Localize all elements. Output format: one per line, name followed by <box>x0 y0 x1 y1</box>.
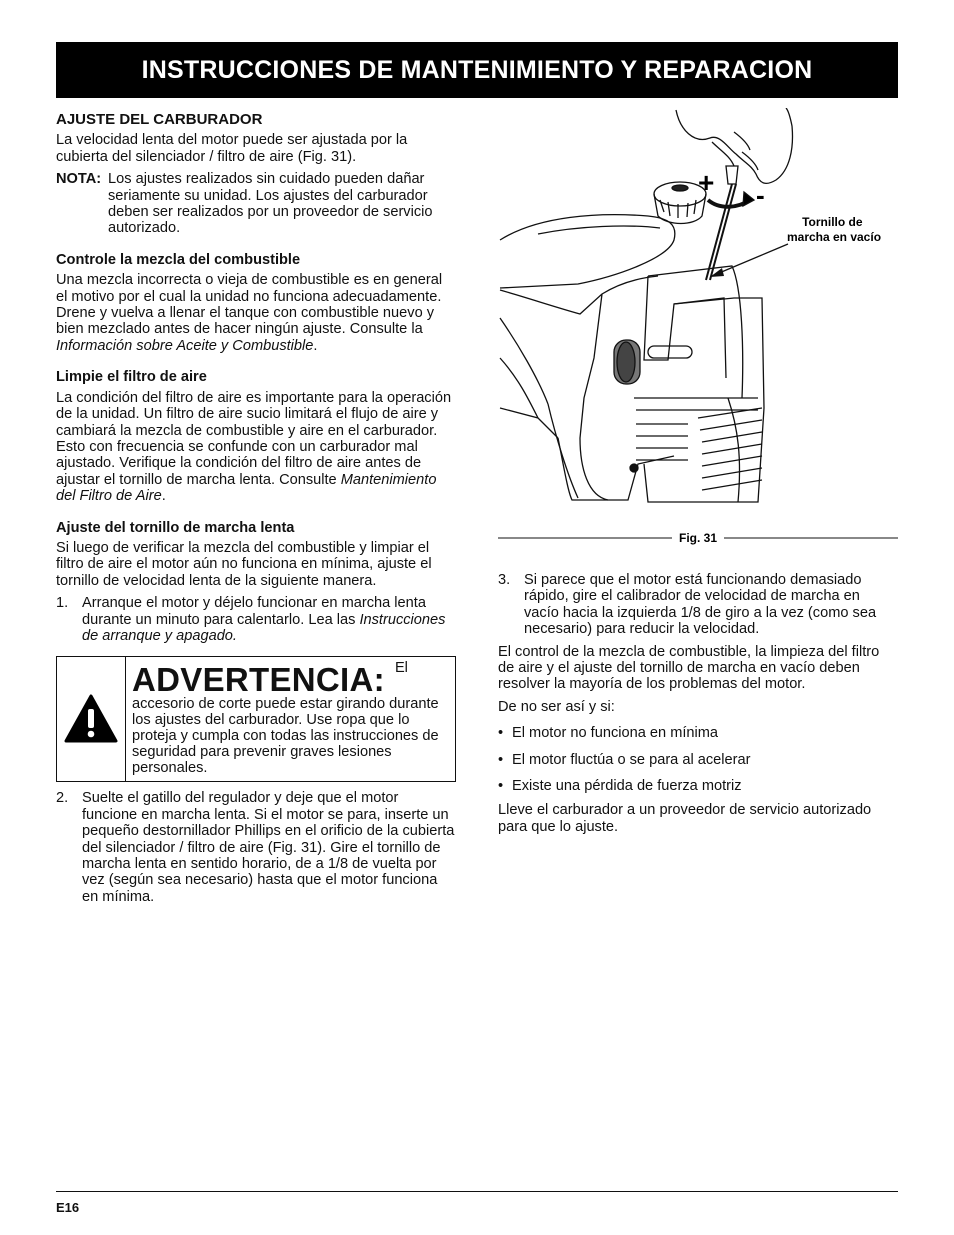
left-column <box>56 112 456 911</box>
air-filter-paragraph: La condición del filtro de aire es importante para la operación de la unidad. Un filtro de aire sucio limitará el flujo de aire y cambiará la mezcla de combustible y aire en el carburador. Esto con frecuencia se confunde con un carburador mal ajustado. Verifique la condición del filtro de aire antes de ajustar el tornillo de marcha lenta. Consulte Mantenimiento del Filtro de Aire. <box>56 389 452 505</box>
note-label: NOTA: <box>56 171 102 188</box>
warning-text: El accesorio de corte puede estar girando durante los ajustes del carburador. Use ropa que lo proteja y cumpla con todas las instrucciones de seguridad para prevenir graves lesiones personales. <box>132 660 439 776</box>
step-3-number: 3. <box>498 572 511 588</box>
fuel-info-reference: Información sobre Aceite y Combustible <box>56 337 314 354</box>
final-paragraph: Lleve el carburador a un proveedor de servicio autorizado para que lo ajuste. <box>498 802 872 835</box>
callout-label: Tornillo de marcha en vacío <box>786 215 882 244</box>
step-1 <box>56 595 456 644</box>
minus-sign: - <box>756 180 765 210</box>
intro-paragraph: La velocidad lenta del motor puede ser ajustada por la cubierta del silenciador / filtro de aire (Fig. 31). <box>56 132 408 165</box>
bullet-item: • Existe una pérdida de fuerza motriz <box>498 778 742 795</box>
air-filter-reference: Mantenimiento del Filtro de Aire <box>56 471 437 505</box>
heading-carburetor: AJUSTE DEL CARBURADOR <box>56 111 263 128</box>
figure-31 <box>498 108 898 548</box>
bullet-item: • El motor fluctúa o se para al acelerar <box>498 751 751 768</box>
warning-box <box>56 656 456 782</box>
step-1-text: Arranque el motor y déjelo funcionar en marcha lenta durante un minuto para calentarlo. Lea las Instrucciones de arranque y apagado. <box>82 595 446 644</box>
warning-triangle-icon <box>57 657 126 781</box>
step-3-text: Si parece que el motor está funcionando demasiado rápido, gire el calibrador de velocidad de marcha en vacío hacia la izquierda 1/8 de giro a la vez (como sea necesario) para reducir la velocidad. <box>524 572 877 638</box>
heading-air-filter: Limpie el filtro de aire <box>56 369 207 386</box>
start-instructions-reference: Instrucciones de arranque y apagado. <box>82 611 446 644</box>
step-2-text: Suelte el gatillo del regulador y deje que el motor funcione en marcha lenta. Si el motor se para, inserte un pequeño destornillador Phillips en el orificio de la cubierta del silenciador / filtro de aire (Fig. 31). Gire el tornillo de marcha lenta en sentido horario, de a 1/8 de vuelta por vez (según sea necesario) hasta que el motor funciona en mínima. <box>82 790 455 905</box>
idle-screw-paragraph: Si luego de verificar la mezcla del combustible y limpiar el filtro de aire el motor aún no funciona en mínima, ajuste el tornillo de velocidad lenta de la siguiente manera. <box>56 539 432 589</box>
heading-idle-screw: Ajuste del tornillo de marcha lenta <box>56 519 295 536</box>
step-2 <box>56 790 456 905</box>
step-2-number: 2. <box>56 790 69 807</box>
summary-paragraph: El control de la mezcla de combustible, la limpieza del filtro de aire y el ajuste del tornillo de marcha en vacío deben resolver la mayoría de los problemas del motor. <box>498 643 880 693</box>
plus-sign: + <box>698 167 715 198</box>
step-3 <box>498 572 898 638</box>
page-number: E16 <box>56 1200 80 1215</box>
note-block <box>56 171 456 237</box>
figure-caption: Fig. 31 <box>678 531 718 545</box>
heading-fuel-mix: Controle la mezcla del combustible <box>56 251 301 268</box>
section-banner <box>56 42 898 98</box>
warning-title: ADVERTENCIA: <box>132 661 385 699</box>
note-text: Los ajustes realizados sin cuidado pueden dañar seriamente su unidad. Los ajustes del carburador deben ser realizados por un proveedor de servicio autorizado. <box>108 171 433 237</box>
right-column <box>498 572 898 841</box>
fuel-mix-paragraph: Una mezcla incorrecta o vieja de combustible es en general el motivo por el cual la unidad no funciona adecuadamente. Drene y vuelva a llenar el tanque con combustible nuevo y bien mezclado antes de hacer ningún ajuste. Consulte la Información sobre Aceite y Combustible. <box>56 272 443 354</box>
footer-divider <box>56 1191 898 1192</box>
bullet-item: • El motor no funciona en mínima <box>498 725 719 742</box>
carburator-illustration <box>498 108 898 548</box>
section-title: INSTRUCCIONES DE MANTENIMIENTO Y REPARACION <box>141 55 813 84</box>
step-1-number: 1. <box>56 595 69 612</box>
warning-content <box>126 657 455 781</box>
conditions-intro: De no ser así y si: <box>498 698 615 715</box>
